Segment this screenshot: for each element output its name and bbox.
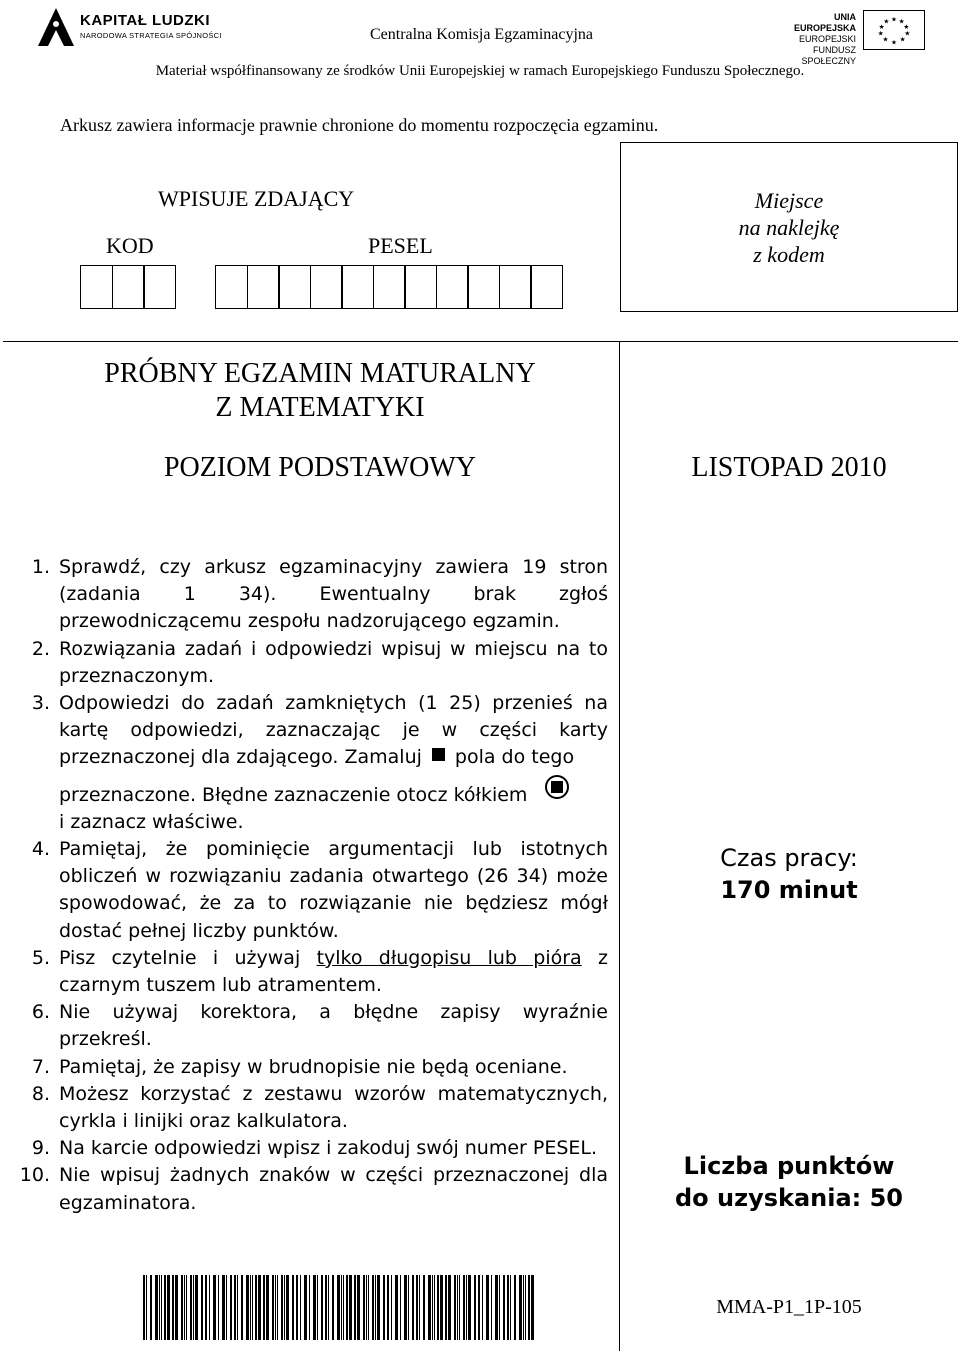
barcode-bar bbox=[263, 1275, 265, 1340]
barcode-bar bbox=[309, 1275, 310, 1340]
barcode-bar bbox=[272, 1275, 274, 1340]
barcode-bar bbox=[184, 1275, 185, 1340]
barcode-bar bbox=[395, 1275, 398, 1340]
barcode-bar bbox=[528, 1275, 530, 1340]
barcode-bar bbox=[172, 1275, 174, 1340]
instruction-item bbox=[10, 1135, 608, 1162]
barcode-bar bbox=[275, 1275, 276, 1340]
svg-text:★: ★ bbox=[877, 29, 884, 38]
barcode-bar bbox=[440, 1275, 443, 1340]
barcode-bar bbox=[525, 1275, 526, 1340]
barcode-bar bbox=[445, 1275, 447, 1340]
barcode-bar bbox=[328, 1275, 329, 1340]
barcode-bar bbox=[284, 1275, 285, 1340]
barcode-bar bbox=[419, 1275, 420, 1340]
logo-title: KAPITAŁ LUDZKI bbox=[80, 12, 211, 29]
instruction-item bbox=[10, 554, 608, 636]
exam-date: LISTOPAD 2010 bbox=[691, 452, 887, 483]
exam-level: POZIOM PODSTAWOWY bbox=[163, 452, 477, 483]
barcode-bar bbox=[363, 1275, 365, 1340]
barcode-bar bbox=[503, 1275, 505, 1340]
funding-note: Materiał współfinansowany ze środków Unii Europejskiej w ramach Europejskiego Funduszu Społecznego. bbox=[155, 63, 805, 79]
svg-text:★: ★ bbox=[891, 38, 897, 47]
barcode-bar bbox=[218, 1275, 219, 1340]
instruction-text-part: Pisz czytelnie i używaj bbox=[59, 946, 301, 969]
instruction-text: Sprawdź, czy arkusz egzaminacyjny zawiera 19 stron (zadania 1 34). Ewentualny brak zgłoś przewodniczącemu zespołu nadzorującego egzamin. bbox=[59, 556, 608, 633]
barcode-bar bbox=[375, 1275, 376, 1340]
barcode-icon bbox=[143, 1275, 538, 1340]
barcode-bar bbox=[482, 1275, 483, 1340]
eu-flag-icon bbox=[863, 10, 925, 50]
barcode-bar bbox=[434, 1275, 435, 1340]
sticker-placeholder bbox=[620, 142, 958, 312]
kapital-ludzki-logo-icon bbox=[34, 6, 78, 50]
points-label: Liczba punktów bbox=[683, 1152, 895, 1180]
exam-duration bbox=[620, 842, 958, 906]
sticker-line-2: na naklejkę bbox=[738, 215, 840, 240]
instruction-text: Możesz korzystać z zestawu wzorów matematycznych, cyrkla i linijki oraz kalkulatora. bbox=[59, 1082, 608, 1133]
barcode-bar bbox=[175, 1275, 178, 1340]
svg-text:★: ★ bbox=[899, 35, 906, 44]
barcode-bar bbox=[400, 1275, 401, 1340]
kod-input-boxes[interactable] bbox=[80, 265, 176, 309]
pesel-digit-cell[interactable] bbox=[215, 265, 248, 309]
instruction-number: 5. bbox=[31, 946, 50, 969]
svg-text:★: ★ bbox=[891, 15, 897, 24]
divider-horizontal bbox=[3, 341, 958, 342]
pesel-digit-cell[interactable] bbox=[467, 265, 500, 309]
instruction-text: Pamiętaj, że zapisy w brudnopisie nie będą oceniane. bbox=[59, 1055, 568, 1078]
barcode-bar bbox=[416, 1275, 418, 1340]
barcode-bar bbox=[349, 1275, 352, 1340]
eu-label bbox=[770, 12, 856, 67]
pesel-digit-cell[interactable] bbox=[278, 265, 311, 309]
barcode-bar bbox=[412, 1275, 414, 1340]
barcode-bar bbox=[237, 1275, 238, 1340]
svg-text:★: ★ bbox=[882, 35, 889, 44]
barcode-bar bbox=[167, 1275, 170, 1340]
barcode-bar bbox=[209, 1275, 210, 1340]
barcode-bar bbox=[514, 1275, 516, 1340]
barcode-bar bbox=[234, 1275, 236, 1340]
kod-digit-cell[interactable] bbox=[112, 265, 145, 309]
barcode-bar bbox=[332, 1275, 334, 1340]
exam-code-id: MMA-P1_1P-105 bbox=[716, 1296, 862, 1318]
instruction-number: 4. bbox=[31, 838, 50, 861]
instruction-text bbox=[59, 945, 608, 999]
barcode-bar bbox=[313, 1275, 316, 1340]
instruction-item bbox=[10, 945, 608, 999]
barcode-bar bbox=[519, 1275, 522, 1340]
sticker-line-1: Miejsce bbox=[754, 188, 824, 213]
duration-value: 170 minut bbox=[720, 876, 858, 904]
barcode-bar bbox=[454, 1275, 456, 1340]
pesel-digit-cell[interactable] bbox=[499, 265, 532, 309]
barcode-bar bbox=[408, 1275, 409, 1340]
barcode-bar bbox=[317, 1275, 318, 1340]
pesel-input-boxes[interactable] bbox=[215, 265, 563, 309]
instruction-number: 2. bbox=[31, 637, 50, 660]
instruction-number: 1. bbox=[31, 556, 50, 578]
barcode-bar bbox=[468, 1275, 471, 1340]
barcode-bar bbox=[277, 1275, 278, 1340]
student-section-heading: WPISUJE ZDAJĄCY bbox=[158, 186, 355, 211]
pesel-digit-cell[interactable] bbox=[404, 265, 437, 309]
points-value: do uzyskania: 50 bbox=[674, 1184, 904, 1212]
barcode-bar bbox=[346, 1275, 348, 1340]
circled-square-icon bbox=[545, 775, 569, 799]
legal-notice: Arkusz zawiera informacje prawnie chronione do momentu rozpoczęcia egzaminu. bbox=[60, 115, 659, 135]
barcode-bar bbox=[437, 1275, 439, 1340]
barcode-bar bbox=[357, 1275, 360, 1340]
exam-title-line-2: Z MATEMATYKI bbox=[215, 392, 425, 423]
pesel-digit-cell[interactable] bbox=[341, 265, 374, 309]
instruction-text: Nie wpisuj żadnych znaków w części przeznaczonej dla egzaminatora. bbox=[59, 1164, 608, 1214]
barcode-bar bbox=[146, 1275, 147, 1340]
pesel-label: PESEL bbox=[368, 233, 433, 258]
barcode-bar bbox=[499, 1275, 500, 1340]
barcode-bar bbox=[377, 1275, 380, 1340]
barcode-bar bbox=[201, 1275, 203, 1340]
commission-name: Centralna Komisja Egzaminacyjna bbox=[370, 26, 594, 43]
barcode-bar bbox=[325, 1275, 327, 1340]
barcode-bar bbox=[164, 1275, 166, 1340]
barcode-bar bbox=[246, 1275, 249, 1340]
barcode-bar bbox=[507, 1275, 509, 1340]
instruction-item bbox=[10, 690, 608, 836]
eu-line-2: EUROPEJSKI bbox=[798, 34, 856, 44]
pesel-digit-cell[interactable] bbox=[247, 265, 280, 309]
barcode-bar bbox=[193, 1275, 194, 1340]
instruction-item bbox=[10, 999, 608, 1053]
barcode-bar bbox=[143, 1275, 145, 1340]
barcode-bar bbox=[510, 1275, 511, 1340]
svg-text:★: ★ bbox=[878, 23, 885, 32]
barcode-bar bbox=[292, 1275, 294, 1340]
barcode-bar bbox=[230, 1275, 232, 1340]
exam-title-line-1: PRÓBNY EGZAMIN MATURALNY bbox=[104, 358, 536, 389]
barcode-bar bbox=[457, 1275, 458, 1340]
instruction-text-part: Odpowiedzi do zadań zamkniętych (1 25) przenieś na kartę odpowiedzi, zaznaczając je w części karty przeznaczonej dla zdającego. Zamaluj bbox=[59, 692, 608, 769]
instruction-item bbox=[10, 636, 608, 690]
instruction-number: 6. bbox=[31, 1001, 50, 1024]
barcode-bar bbox=[266, 1275, 269, 1340]
barcode-bar bbox=[466, 1275, 467, 1340]
instruction-text-part: i zaznacz właściwe. bbox=[59, 810, 244, 833]
barcode-bar bbox=[159, 1275, 160, 1340]
svg-text:★: ★ bbox=[898, 17, 905, 26]
barcode-bar bbox=[354, 1275, 356, 1340]
barcode-bar bbox=[181, 1275, 183, 1340]
svg-text:★: ★ bbox=[883, 17, 890, 26]
barcode-bar bbox=[366, 1275, 367, 1340]
instruction-number: 7. bbox=[31, 1055, 50, 1078]
barcode-bar bbox=[190, 1275, 192, 1340]
instruction-item bbox=[10, 1054, 608, 1081]
barcode-bar bbox=[368, 1275, 369, 1340]
instruction-text-part: przeznaczone. Błędne zaznaczenie otocz kółkiem bbox=[59, 783, 528, 806]
barcode-bar bbox=[459, 1275, 460, 1340]
barcode-bar bbox=[478, 1275, 480, 1340]
kod-label: KOD bbox=[106, 233, 154, 258]
barcode-bar bbox=[474, 1275, 476, 1340]
barcode-bar bbox=[391, 1275, 392, 1340]
instruction-item bbox=[10, 836, 608, 945]
barcode-bar bbox=[428, 1275, 431, 1340]
barcode-bar bbox=[343, 1275, 344, 1340]
pesel-digit-cell[interactable] bbox=[373, 265, 406, 309]
barcode-bar bbox=[491, 1275, 492, 1340]
sticker-line-3: z kodem bbox=[753, 242, 825, 267]
eu-line-1: UNIA EUROPEJSKA bbox=[793, 12, 856, 33]
max-points bbox=[620, 1150, 958, 1214]
barcode-bar bbox=[155, 1275, 158, 1340]
instruction-text: Rozwiązania zadań i odpowiedzi wpisuj w miejscu na to przeznaczonym. bbox=[59, 637, 608, 687]
barcode-bar bbox=[226, 1275, 227, 1340]
pesel-digit-cell[interactable] bbox=[530, 265, 563, 309]
barcode-bar bbox=[300, 1275, 301, 1340]
barcode-bar bbox=[150, 1275, 152, 1340]
instructions-list bbox=[10, 554, 608, 1217]
barcode-bar bbox=[250, 1275, 251, 1340]
barcode-bar bbox=[404, 1275, 407, 1340]
kod-digit-cell[interactable] bbox=[143, 265, 176, 309]
barcode-bar bbox=[255, 1275, 257, 1340]
kod-digit-cell[interactable] bbox=[80, 265, 113, 309]
barcode-bar bbox=[205, 1275, 207, 1340]
barcode-bar bbox=[337, 1275, 340, 1340]
barcode-bar bbox=[296, 1275, 298, 1340]
instruction-text-part: z czarnym tuszem lub atramentem. bbox=[59, 946, 609, 997]
instruction-text: Na karcie odpowiedzi wpisz i zakoduj swój numer PESEL. bbox=[59, 1137, 598, 1160]
barcode-bar bbox=[372, 1275, 374, 1340]
instruction-text bbox=[59, 690, 608, 836]
barcode-bar bbox=[321, 1275, 323, 1340]
instruction-number: 10. bbox=[19, 1164, 50, 1187]
barcode-bar bbox=[463, 1275, 465, 1340]
barcode-bar bbox=[387, 1275, 389, 1340]
instruction-number: 9. bbox=[31, 1137, 50, 1160]
barcode-bar bbox=[195, 1275, 198, 1340]
logo-subtitle: NARODOWA STRATEGIA SPÓJNOŚCI bbox=[80, 31, 222, 40]
eu-line-3: FUNDUSZ SPOŁECZNY bbox=[801, 45, 856, 66]
barcode-bar bbox=[531, 1275, 534, 1340]
barcode-bar bbox=[281, 1275, 283, 1340]
svg-text:★: ★ bbox=[904, 29, 911, 38]
barcode-bar bbox=[383, 1275, 385, 1340]
instruction-text: Nie używaj korektora, a błędne zapisy wyraźnie przekreśl. bbox=[59, 1001, 608, 1051]
barcode-bar bbox=[304, 1275, 307, 1340]
barcode-bar bbox=[213, 1275, 216, 1340]
barcode-bar bbox=[186, 1275, 187, 1340]
barcode-bar bbox=[423, 1275, 425, 1340]
filled-square-icon bbox=[432, 748, 445, 761]
barcode-bar bbox=[486, 1275, 489, 1340]
instruction-number: 8. bbox=[31, 1082, 50, 1105]
barcode-bar bbox=[341, 1275, 342, 1340]
instruction-text: Pamiętaj, że pominięcie argumentacji lub istotnych obliczeń w rozwiązaniu zadania otwartego (26 34) może spowodować, że za to rozwiązanie nie będziesz mógł dostać pełnej liczby punktów. bbox=[59, 838, 608, 942]
barcode-bar bbox=[252, 1275, 253, 1340]
instruction-item bbox=[10, 1162, 608, 1216]
barcode-bar bbox=[286, 1275, 289, 1340]
instruction-underlined-text: tylko długopisu lub pióra bbox=[316, 946, 582, 969]
barcode-bar bbox=[161, 1275, 162, 1340]
duration-label: Czas pracy: bbox=[720, 844, 858, 872]
instruction-text-part: pola do tego bbox=[454, 746, 575, 769]
barcode-bar bbox=[495, 1275, 498, 1340]
svg-text:★: ★ bbox=[903, 23, 910, 32]
instruction-number: 3. bbox=[31, 692, 50, 715]
barcode-bar bbox=[241, 1275, 243, 1340]
pesel-digit-cell[interactable] bbox=[310, 265, 343, 309]
barcode-bar bbox=[258, 1275, 261, 1340]
barcode-bar bbox=[448, 1275, 451, 1340]
pesel-digit-cell[interactable] bbox=[436, 265, 469, 309]
barcode-bar bbox=[432, 1275, 433, 1340]
barcode-bar bbox=[523, 1275, 524, 1340]
exam-title bbox=[30, 357, 610, 425]
barcode-bar bbox=[222, 1275, 225, 1340]
instruction-item bbox=[10, 1081, 608, 1135]
